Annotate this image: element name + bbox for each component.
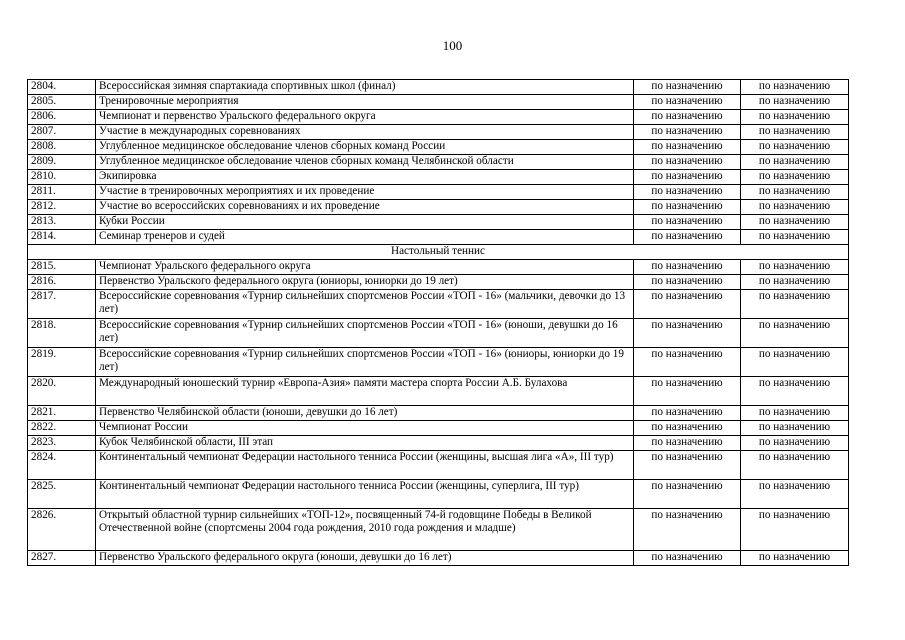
value-cell: по назначению: [634, 230, 741, 245]
table-row: [28, 260, 849, 275]
row-number: 2819.: [28, 348, 96, 377]
row-number: 2818.: [28, 319, 96, 348]
row-number: 2827.: [28, 551, 96, 566]
row-number: 2808.: [28, 140, 96, 155]
value-cell: по назначению: [741, 155, 849, 170]
event-name: Семинар тренеров и судей: [96, 230, 634, 245]
value-cell: по назначению: [741, 421, 849, 436]
event-name: Континентальный чемпионат Федерации настольного тенниса России (женщины, суперлига, III тур): [96, 480, 634, 509]
value-cell: по назначению: [741, 275, 849, 290]
value-cell: по назначению: [741, 185, 849, 200]
row-number: 2826.: [28, 509, 96, 551]
value-cell: по назначению: [741, 80, 849, 95]
event-name: Всероссийские соревнования «Турнир сильнейших спортсменов России «ТОП - 16» (мальчики, девочки до 13 лет): [96, 290, 634, 319]
table-row: [28, 230, 849, 245]
row-number: 2817.: [28, 290, 96, 319]
value-cell: по назначению: [634, 95, 741, 110]
row-number: 2805.: [28, 95, 96, 110]
table-row: [28, 319, 849, 348]
table-row: [28, 110, 849, 125]
row-number: 2821.: [28, 406, 96, 421]
table-row: [28, 275, 849, 290]
table-row: [28, 480, 849, 509]
row-number: 2815.: [28, 260, 96, 275]
event-name: Чемпионат Уральского федерального округа: [96, 260, 634, 275]
value-cell: по назначению: [634, 451, 741, 480]
table-row: [28, 140, 849, 155]
events-table: [27, 79, 849, 566]
event-name: Кубки России: [96, 215, 634, 230]
row-number: 2820.: [28, 377, 96, 406]
row-number: 2806.: [28, 110, 96, 125]
row-number: 2812.: [28, 200, 96, 215]
value-cell: по назначению: [634, 551, 741, 566]
row-number: 2814.: [28, 230, 96, 245]
row-number: 2822.: [28, 421, 96, 436]
page-number: 100: [442, 38, 463, 53]
table-row: [28, 551, 849, 566]
value-cell: по назначению: [634, 215, 741, 230]
event-name: Открытый областной турнир сильнейших «ТОП-12», посвященный 74-й годовщине Победы в Великой Отечественной войне (спортсмены 2004 года рождения, 2010 года рождения и младше): [96, 509, 634, 551]
table-row: [28, 155, 849, 170]
event-name: Участие в тренировочных мероприятиях и их проведение: [96, 185, 634, 200]
value-cell: по назначению: [741, 406, 849, 421]
table-row: [28, 290, 849, 319]
event-name: Тренировочные мероприятия: [96, 95, 634, 110]
value-cell: по назначению: [741, 170, 849, 185]
section-title: Настольный теннис: [28, 245, 849, 260]
value-cell: по назначению: [741, 260, 849, 275]
value-cell: по назначению: [741, 509, 849, 551]
value-cell: по назначению: [741, 451, 849, 480]
row-number: 2816.: [28, 275, 96, 290]
value-cell: по назначению: [634, 200, 741, 215]
value-cell: по назначению: [634, 185, 741, 200]
value-cell: по назначению: [741, 348, 849, 377]
row-number: 2810.: [28, 170, 96, 185]
value-cell: по назначению: [741, 377, 849, 406]
event-name: Чемпионат и первенство Уральского федерального округа: [96, 110, 634, 125]
table-row: [28, 377, 849, 406]
event-name: Всероссийские соревнования «Турнир сильнейших спортсменов России «ТОП - 16» (юниоры, юниорки до 19 лет): [96, 348, 634, 377]
value-cell: по назначению: [634, 319, 741, 348]
event-name: Экипировка: [96, 170, 634, 185]
value-cell: по назначению: [741, 200, 849, 215]
value-cell: по назначению: [741, 230, 849, 245]
value-cell: по назначению: [634, 436, 741, 451]
row-number: 2813.: [28, 215, 96, 230]
value-cell: по назначению: [634, 170, 741, 185]
value-cell: по назначению: [741, 290, 849, 319]
event-name: Первенство Уральского федерального округа (юноши, девушки до 16 лет): [96, 551, 634, 566]
table-row: [28, 509, 849, 551]
event-name: Первенство Челябинской области (юноши, девушки до 16 лет): [96, 406, 634, 421]
table-row: [28, 406, 849, 421]
value-cell: по назначению: [634, 125, 741, 140]
table-row: [28, 215, 849, 230]
row-number: 2824.: [28, 451, 96, 480]
value-cell: по назначению: [741, 551, 849, 566]
value-cell: по назначению: [634, 110, 741, 125]
table-row: [28, 185, 849, 200]
event-name: Всероссийская зимняя спартакиада спортивных школ (финал): [96, 80, 634, 95]
value-cell: по назначению: [634, 480, 741, 509]
event-name: Всероссийские соревнования «Турнир сильнейших спортсменов России «ТОП - 16» (юноши, девушки до 16 лет): [96, 319, 634, 348]
table-row: [28, 170, 849, 185]
table-row: [28, 200, 849, 215]
row-number: 2811.: [28, 185, 96, 200]
table-row: [28, 421, 849, 436]
value-cell: по назначению: [741, 436, 849, 451]
value-cell: по назначению: [634, 275, 741, 290]
event-name: Чемпионат России: [96, 421, 634, 436]
event-name: Углубленное медицинское обследование членов сборных команд Челябинской области: [96, 155, 634, 170]
event-name: Первенство Уральского федерального округа (юниоры, юниорки до 19 лет): [96, 275, 634, 290]
row-number: 2809.: [28, 155, 96, 170]
event-name: Участие во всероссийских соревнованиях и их проведение: [96, 200, 634, 215]
event-name: Участие в международных соревнованиях: [96, 125, 634, 140]
event-name: Международный юношеский турнир «Европа-Азия» памяти мастера спорта России А.Б. Булахова: [96, 377, 634, 406]
value-cell: по назначению: [634, 140, 741, 155]
value-cell: по назначению: [634, 406, 741, 421]
event-name: Углубленное медицинское обследование членов сборных команд России: [96, 140, 634, 155]
table-row: [28, 348, 849, 377]
table-row: [28, 80, 849, 95]
table-row: [28, 436, 849, 451]
value-cell: по назначению: [634, 509, 741, 551]
section-header-row: [28, 245, 849, 260]
value-cell: по назначению: [741, 110, 849, 125]
value-cell: по назначению: [741, 125, 849, 140]
value-cell: по назначению: [634, 290, 741, 319]
event-name: Кубок Челябинской области, III этап: [96, 436, 634, 451]
value-cell: по назначению: [634, 421, 741, 436]
value-cell: по назначению: [741, 140, 849, 155]
value-cell: по назначению: [634, 377, 741, 406]
table-row: [28, 451, 849, 480]
value-cell: по назначению: [634, 155, 741, 170]
value-cell: по назначению: [634, 260, 741, 275]
row-number: 2807.: [28, 125, 96, 140]
table-row: [28, 125, 849, 140]
value-cell: по назначению: [741, 215, 849, 230]
value-cell: по назначению: [634, 80, 741, 95]
value-cell: по назначению: [634, 348, 741, 377]
row-number: 2825.: [28, 480, 96, 509]
value-cell: по назначению: [741, 480, 849, 509]
value-cell: по назначению: [741, 319, 849, 348]
table-row: [28, 95, 849, 110]
row-number: 2804.: [28, 80, 96, 95]
row-number: 2823.: [28, 436, 96, 451]
value-cell: по назначению: [741, 95, 849, 110]
event-name: Континентальный чемпионат Федерации настольного тенниса России (женщины, высшая лига «А», III тур): [96, 451, 634, 480]
